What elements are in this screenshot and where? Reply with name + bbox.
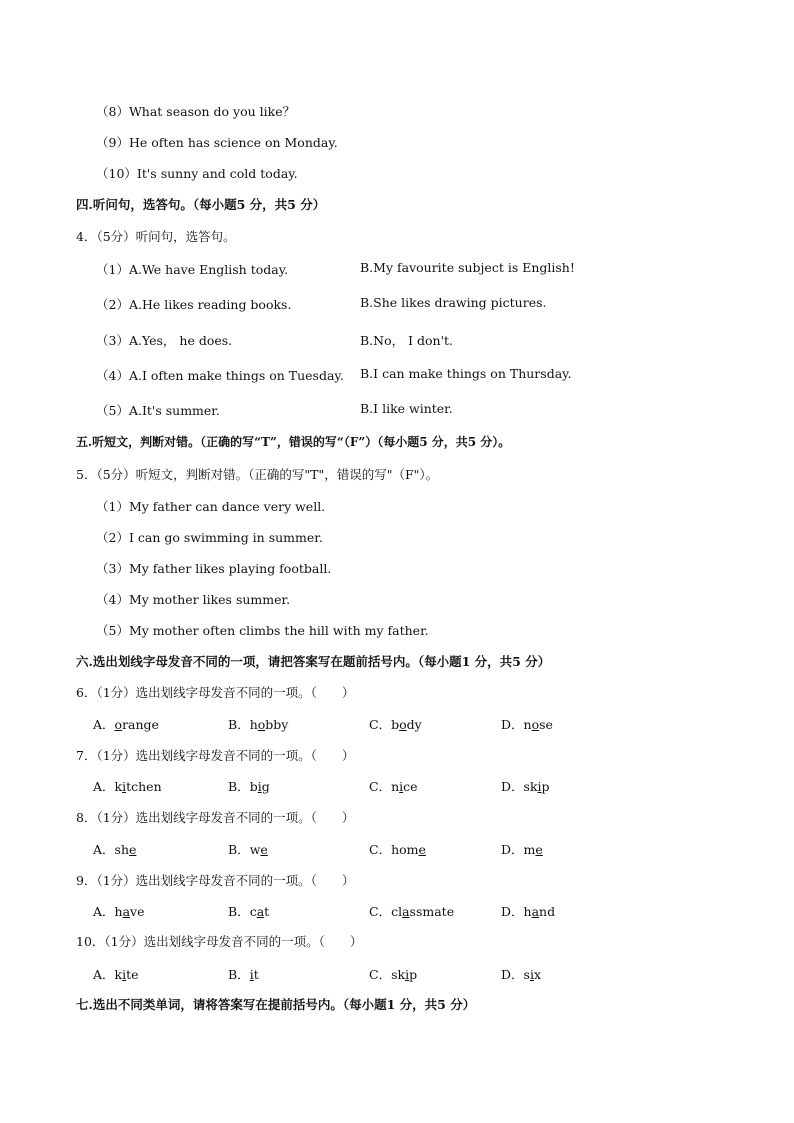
q4-item-1-b: B.My favourite subject is English! [360, 260, 575, 275]
option-label: B． [228, 717, 250, 732]
section-4-heading: 四.听问句，选答句。（每小题5 分，共5 分） [76, 197, 326, 212]
q4-item-3-a: （3）A.Yes， he does. [96, 333, 233, 348]
underlined-letter: a [122, 904, 131, 919]
option-word-suffix: dy [406, 717, 422, 732]
option-word-prefix: k [114, 967, 123, 982]
option-d [501, 902, 555, 920]
option-b [228, 840, 268, 858]
option-b [228, 902, 269, 920]
item-10: （10）It's sunny and cold today. [96, 166, 298, 181]
option-label: B． [228, 842, 250, 857]
option-word-prefix: b [391, 717, 400, 732]
option-word-suffix: ssmate [409, 904, 455, 919]
option-word-suffix: p [409, 967, 418, 982]
q4-item-4-a: （4）A.I often make things on Tuesday. [96, 368, 344, 383]
underlined-letter: a [256, 904, 265, 919]
underlined-letter: i [537, 779, 542, 794]
underlined-letter: i [249, 967, 254, 982]
option-b [228, 715, 288, 733]
option-word-prefix: cl [391, 904, 403, 919]
option-word-prefix: k [114, 779, 123, 794]
option-label: B． [228, 904, 250, 919]
option-word-suffix: ce [403, 779, 418, 794]
option-word-suffix: nd [539, 904, 556, 919]
option-label: C． [369, 779, 392, 794]
option-c [369, 840, 426, 858]
option-a [93, 840, 136, 858]
option-word-suffix: te [126, 967, 139, 982]
q4-item-2-a: （2）A.He likes reading books. [96, 297, 292, 312]
q5-item-1: （1）My father can dance very well. [96, 499, 326, 514]
q4-item-3-b: B.No， I don't. [360, 333, 454, 348]
underlined-letter: i [257, 779, 262, 794]
option-d [501, 715, 553, 733]
option-label: A． [93, 717, 115, 732]
option-word-prefix: sk [523, 779, 538, 794]
option-label: A． [93, 779, 115, 794]
option-word-suffix: p [541, 779, 550, 794]
underlined-letter: a [402, 904, 410, 919]
q4-item-5-b: B.I like winter. [360, 401, 453, 416]
option-label: C． [369, 967, 392, 982]
underlined-letter: i [405, 967, 410, 982]
option-d [501, 777, 550, 795]
section-6-heading: 六.选出划线字母发音不同的一项，请把答案写在题前括号内。（每小题1 分，共5 分） [76, 654, 551, 669]
underlined-letter: o [257, 717, 266, 732]
option-word-prefix: n [523, 717, 532, 732]
option-label: C． [369, 842, 392, 857]
option-word-prefix: c [249, 904, 257, 919]
q4-item-4-b: B.I can make things on Thursday. [360, 366, 572, 381]
underlined-letter: o [114, 717, 123, 732]
q4-item-2-b: B.She likes drawing pictures. [360, 295, 547, 310]
option-a [93, 902, 145, 920]
question-7: 7．（1分）选出划线字母发音不同的一项。（ ） [76, 748, 355, 763]
option-word-suffix: bby [265, 717, 289, 732]
q4-item-1-a: （1）A.We have English today. [96, 262, 289, 277]
underlined-letter: e [260, 842, 268, 857]
option-word-prefix: h [523, 904, 532, 919]
q4-item-5-a: （5）A.It's summer. [96, 403, 220, 418]
option-word-suffix: tchen [126, 779, 162, 794]
underlined-letter: i [122, 967, 127, 982]
option-d [501, 965, 541, 983]
option-word-prefix: h [249, 717, 258, 732]
option-label: D． [501, 842, 524, 857]
option-word-suffix: x [533, 967, 542, 982]
q5-item-2: （2）I can go swimming in summer. [96, 530, 323, 545]
underlined-letter: e [129, 842, 137, 857]
option-word-suffix: range [122, 717, 159, 732]
question-8: 8．（1分）选出划线字母发音不同的一项。（ ） [76, 810, 355, 825]
option-word-prefix: w [249, 842, 261, 857]
question-10: 10．（1分）选出划线字母发音不同的一项。（ ） [76, 934, 363, 949]
option-word-prefix: n [391, 779, 400, 794]
question-4: 4．（5分）听问句，选答句。 [76, 229, 236, 244]
option-label: B． [228, 967, 250, 982]
question-9: 9．（1分）选出划线字母发音不同的一项。（ ） [76, 873, 355, 888]
option-c [369, 965, 417, 983]
option-label: C． [369, 904, 392, 919]
item-8: （8）What season do you like？ [96, 104, 296, 119]
option-a [93, 777, 162, 795]
question-6: 6．（1分）选出划线字母发音不同的一项。（ ） [76, 685, 355, 700]
option-c [369, 715, 422, 733]
option-label: A． [93, 967, 115, 982]
underlined-letter: a [531, 904, 540, 919]
underlined-letter: o [399, 717, 407, 732]
option-label: B． [228, 779, 250, 794]
option-word-prefix: sk [391, 967, 406, 982]
option-word-prefix: s [523, 967, 530, 982]
option-word-prefix: hom [391, 842, 419, 857]
section-5-heading: 五.听短文，判断对错。（正确的写“T”，错误的写“（F”）（每小题5 分，共5 分）。 [76, 435, 511, 449]
question-5: 5．（5分）听短文，判断对错。（正确的写"T"，错误的写"（F"）。 [76, 467, 439, 482]
option-label: C． [369, 717, 392, 732]
option-b [228, 777, 270, 795]
option-c [369, 777, 418, 795]
q5-item-4: （4）My mother likes summer. [96, 592, 291, 607]
option-word-prefix: sh [114, 842, 129, 857]
option-word-suffix: se [539, 717, 553, 732]
option-label: D． [501, 717, 524, 732]
option-label: A． [93, 904, 115, 919]
section-7-heading: 七.选出不同类单词，请将答案写在提前括号内。（每小题1 分，共5 分） [76, 997, 476, 1012]
option-d [501, 840, 543, 858]
option-word-prefix: m [523, 842, 536, 857]
option-label: A． [93, 842, 115, 857]
option-label: D． [501, 967, 524, 982]
option-a [93, 715, 159, 733]
underlined-letter: i [122, 779, 127, 794]
underlined-letter: e [418, 842, 426, 857]
option-label: D． [501, 904, 524, 919]
option-c [369, 902, 454, 920]
option-b [228, 965, 259, 983]
q5-item-3: （3）My father likes playing football. [96, 561, 332, 576]
underlined-letter: e [535, 842, 543, 857]
q5-item-5: （5）My mother often climbs the hill with my father. [96, 623, 429, 638]
item-9: （9）He often has science on Monday. [96, 135, 338, 150]
option-label: D． [501, 779, 524, 794]
option-word-suffix: t [253, 967, 259, 982]
underlined-letter: o [531, 717, 540, 732]
option-word-suffix: g [261, 779, 270, 794]
option-word-prefix: h [114, 904, 123, 919]
underlined-letter: i [529, 967, 534, 982]
option-a [93, 965, 139, 983]
option-word-prefix: b [249, 779, 258, 794]
option-word-suffix: ve [130, 904, 145, 919]
option-word-suffix: t [264, 904, 270, 919]
underlined-letter: i [399, 779, 404, 794]
